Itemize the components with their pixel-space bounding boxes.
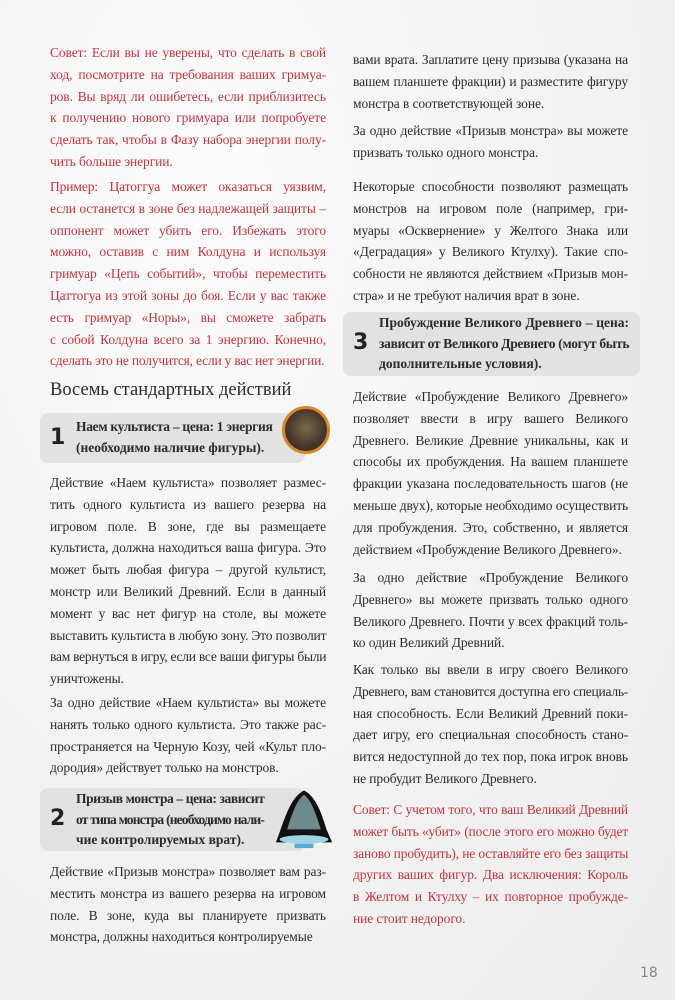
text-line: За одно действие «Пробуждение Великого: [353, 570, 628, 585]
text-line: чить больше энергии.: [50, 153, 173, 169]
text-line: ние стоит недорого.: [353, 910, 466, 926]
action-2-description-cont: [353, 49, 628, 114]
text-line: призвать только одного монстра.: [353, 144, 539, 160]
action-title: [76, 417, 272, 458]
text-line: позволяет ввести в игру вашего Великого: [353, 410, 628, 426]
action-3-header: [343, 312, 640, 376]
text-line: ход, посмотрите на требования ваших гримуа-: [50, 66, 326, 82]
text-line: вам вернуться в игру, если все ваши фигуры были: [50, 649, 327, 665]
text-line: зависит от Великого Древнего (могут быть: [379, 335, 630, 351]
text-line: есть гримуар «Норы», вы сможете забрать: [50, 309, 326, 325]
text-line: местить монстра из вашего резерва на игровом: [50, 885, 326, 901]
text-line: не пробудит Великого Древнего.: [353, 770, 537, 786]
text-line: монстр или Великий Древний. Если в данный: [50, 583, 326, 599]
text-line: Пример: Цатоггуа может оказаться уязвим,: [50, 179, 326, 194]
text-line: фракции указана последовательность шагов (не: [353, 476, 628, 492]
text-line: выставить культиста в любую зону. Это позволит: [50, 627, 327, 643]
text-line: от типа монстра (необходимо нали-: [76, 811, 264, 827]
text-line: нанять только одного культиста. Это также рас-: [50, 716, 326, 732]
text-line: вашем планшете фракции) и разместите фигуру: [353, 73, 628, 89]
text-line: Наем культиста – цена: 1 энергия: [76, 419, 273, 434]
monster-figure-icon: [274, 789, 334, 851]
text-line: дает игру, его специальная способность стано-: [353, 727, 628, 743]
text-line: может быть «убит» (после этого его можно будет: [353, 823, 628, 839]
tip-paragraph: [50, 42, 326, 173]
text-line: с собой Колдуна всего за 1 энергию. Конечно,: [50, 331, 326, 347]
action-number: 3: [353, 330, 369, 355]
text-line: монстра в соответствующей зоне.: [353, 95, 545, 111]
text-line: Совет: С учетом того, что ваш Великий Древний: [353, 802, 628, 817]
action-2-header: [40, 788, 305, 851]
text-line: Древнего» вы можете призвать только одного: [353, 591, 628, 607]
text-line: других ваших фигур. Два исключения: Король: [353, 867, 628, 883]
text-line: вами врата. Заплатите цену призыва (указана на: [353, 52, 628, 67]
action-3-ability: [353, 659, 628, 790]
action-3-description: [353, 386, 628, 560]
text-line: сделать это не получится, если у вас нет энергии.: [50, 353, 325, 369]
text-line: стра» и не требуют наличия врат в зоне.: [353, 287, 580, 303]
text-line: Древнего, вам становится доступна его специаль-: [353, 683, 628, 699]
text-line: к получению нового гримуара или попробуете: [50, 110, 326, 126]
text-line: За одно действие «Призыв монстра» вы можете: [353, 123, 628, 138]
text-line: уничтожены.: [50, 671, 124, 687]
text-line: можно, оставив с ним Колдуна и используя: [50, 244, 326, 260]
text-line: чие контролируемых врат).: [76, 832, 245, 847]
text-line: Цаттогуа из этой зоны до боя. Если у вас также: [50, 287, 326, 303]
text-line: Пробуждение Великого Древнего – цена:: [379, 315, 629, 330]
text-line: в Желтом и Ктулху – их повторное пробужде-: [353, 889, 628, 905]
example-paragraph: [50, 176, 326, 372]
text-line: игровом поле. В зоне, где вы размещаете: [50, 518, 326, 534]
text-line: ров. Вы вряд ли ошибетесь, если приблизитесь: [50, 88, 326, 104]
text-line: дополнительные условия).: [379, 356, 542, 371]
text-line: гримуар «Цепь событий», чтобы переместить: [50, 266, 326, 282]
text-line: «Деградация» у Великого Ктулху). Такие спо-: [353, 244, 628, 260]
text-line: Действие «Наем культиста» позволяет размес-: [50, 475, 326, 490]
text-line: Совет: Если вы не уверены, что сделать в свой: [50, 45, 326, 60]
action-title: [379, 313, 629, 375]
text-line: Великого Древнего. Почти у всех фракций толь-: [353, 613, 628, 629]
text-line: вится недоступной до тех пор, пока игрок вновь: [353, 749, 628, 765]
text-line: если останется в зоне без надлежащей защиты –: [50, 200, 326, 216]
text-line: собности не являются действием «Призыв мон-: [353, 266, 628, 282]
text-line: заново пробудить), не оставляйте его без защиты: [353, 845, 629, 861]
text-line: сделать так, чтобы в Фазу набора энергии полу-: [50, 132, 326, 148]
text-line: меньше двух), которые необходимо осуществить: [353, 497, 628, 513]
text-line: культиста, должна находиться ваша фигура. Это: [50, 540, 326, 556]
text-line: Некоторые способности позволяют размещать: [353, 179, 628, 194]
text-line: момент у вас нет фигур на столе, вы можете: [50, 605, 326, 621]
text-line: (необходимо наличие фигуры).: [76, 439, 265, 455]
page-number: 18: [640, 965, 658, 981]
text-line: Древнего. Великие Древние уникальны, как и: [353, 432, 628, 448]
text-line: способы их пробуждения. На вашем планшете: [353, 454, 628, 470]
text-line: пространяется на Черную Козу, чей «Культ пло-: [50, 738, 326, 754]
text-line: дородия» действует только на монстров.: [50, 760, 279, 776]
text-line: монстров на игровом поле (например, гри-: [353, 200, 628, 216]
text-line: Действие «Призыв монстра» позволяет вам раз-: [50, 864, 326, 879]
text-line: тить одного культиста из вашего резерва на: [50, 496, 326, 512]
text-line: Призыв монстра – цена: зависит: [76, 791, 265, 806]
text-line: Действие «Пробуждение Великого Древнего»: [353, 389, 628, 404]
text-line: оппонент может убить его. Избежать этого: [50, 222, 326, 238]
section-heading: Восемь стандартных действий: [50, 380, 292, 400]
text-line: муары «Осквернение» у Желтого Знака или: [353, 222, 628, 238]
action-title: [76, 789, 264, 851]
action-2-note: [353, 176, 628, 307]
text-line: действием «Пробуждение Великого Древнего».: [353, 541, 622, 557]
text-line: Как только вы ввели в игру своего Великого: [353, 662, 628, 677]
action-number: 1: [50, 425, 66, 450]
action-3-limit: [353, 567, 628, 654]
action-1-limit: [50, 692, 326, 779]
action-number: 2: [50, 806, 66, 831]
text-line: для пробуждения. Это, собственно, и является: [353, 519, 628, 535]
text-line: ко один Великий Древний.: [353, 635, 505, 651]
tip-paragraph: [353, 799, 628, 930]
text-line: может быть любая фигура – другой культист,: [50, 562, 326, 578]
action-2-description: [50, 861, 326, 948]
text-line: монстра, должны находиться контролируемые: [50, 929, 313, 945]
text-line: ная способность. Если Великий Древний поки-: [353, 705, 628, 721]
cultist-token-icon: [282, 406, 330, 454]
text-line: поле. В зоне, куда вы планируете призвать: [50, 907, 326, 923]
action-1-header: [40, 413, 305, 463]
text-line: За одно действие «Наем культиста» вы можете: [50, 695, 326, 710]
action-2-limit: [353, 120, 628, 164]
action-1-description: [50, 472, 326, 690]
